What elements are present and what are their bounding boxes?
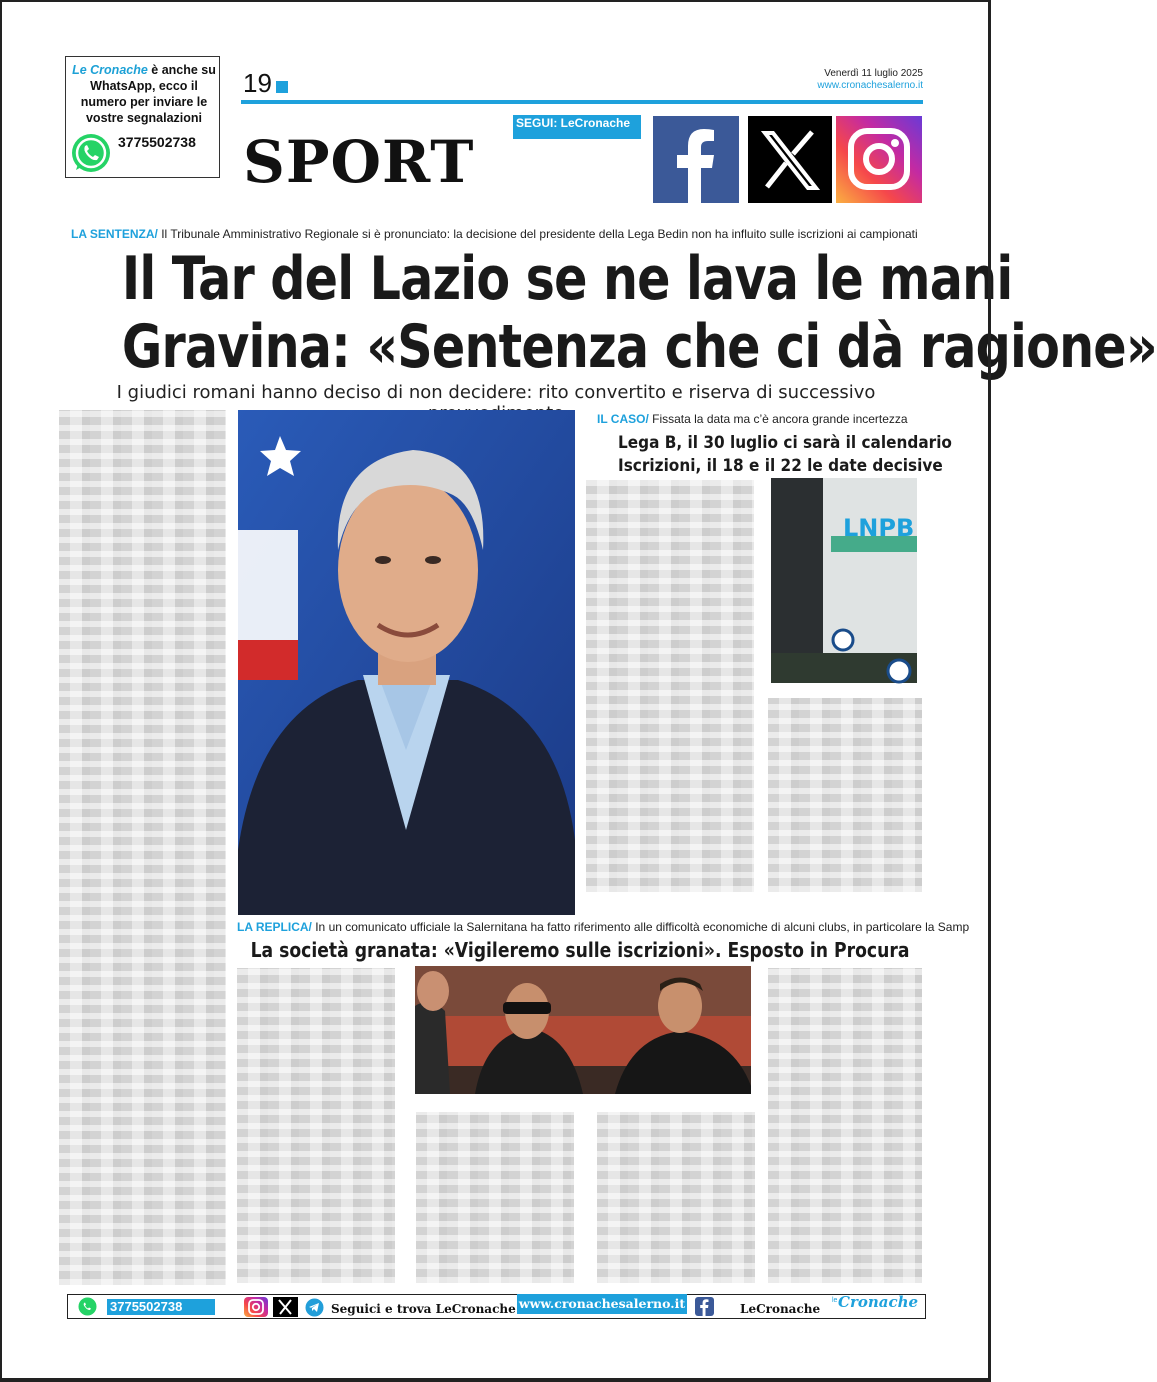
main-kicker-label: LA SENTENZA/	[71, 227, 158, 241]
main-headline-line1: Il Tar del Lazio se ne lava le mani	[121, 244, 1013, 314]
issue-date: Venerdì 11 luglio 2025	[824, 68, 923, 79]
reply-kicker-text: In un comunicato ufficiale la Salernitana ha fatto riferimento alle difficoltà economiche di alcuni clubs, in particolare la Samp	[311, 920, 970, 934]
x-logo-glyph	[748, 116, 832, 203]
lnpb-sign-text: LNPB	[843, 514, 915, 542]
facebook-icon[interactable]	[653, 116, 739, 203]
follow-label: SEGUI: LeCronache	[513, 115, 641, 139]
footer-instagram-glyph	[244, 1297, 268, 1317]
section-title: SPORT	[243, 128, 475, 196]
blurred-article-text-column	[768, 968, 922, 1283]
footer-follow-text: Seguici e trova LeCronache	[331, 1302, 516, 1316]
instagram-logo-glyph	[836, 116, 922, 203]
blurred-article-text-column	[768, 698, 922, 892]
instagram-icon[interactable]	[836, 116, 922, 203]
blurred-article-text-column	[597, 1112, 755, 1283]
case-kicker	[597, 412, 908, 426]
reply-kicker	[237, 920, 969, 934]
footer-facebook-glyph	[695, 1297, 714, 1316]
group-illustration	[415, 966, 751, 1094]
whatsapp-promo-message: è anche su WhatsApp, ecco il numero per inviare le vostre segnalazioni	[80, 63, 216, 125]
footer-logo-prefix: le	[832, 1297, 838, 1304]
footer-logo: Cronache	[838, 1293, 919, 1311]
main-article-photo	[238, 410, 575, 915]
case-article-photo	[771, 478, 917, 683]
main-kicker	[71, 227, 918, 241]
case-headline-line2: Iscrizioni, il 18 e il 22 le date decisive	[618, 456, 943, 476]
facebook-logo-glyph	[653, 116, 739, 203]
page-number-marker	[276, 81, 288, 93]
blurred-article-text-column	[237, 968, 395, 1283]
footer-facebook-icon[interactable]	[695, 1297, 714, 1316]
header-divider	[241, 100, 923, 104]
blurred-article-text-column	[59, 410, 226, 1285]
whatsapp-number[interactable]: 3775502738	[118, 134, 196, 150]
footer-telegram-icon[interactable]	[305, 1298, 324, 1317]
reply-kicker-label: LA REPLICA/	[237, 920, 312, 934]
reply-article-photo	[415, 966, 751, 1094]
page-number: 19	[243, 68, 272, 98]
footer-x-icon[interactable]	[273, 1297, 298, 1317]
portrait-illustration	[238, 410, 575, 915]
footer-facebook-name: LeCronache	[740, 1302, 821, 1316]
reply-headline: La società granata: «Vigileremo sulle iscrizioni». Esposto in Procura	[250, 938, 910, 962]
footer-instagram-icon[interactable]	[244, 1297, 268, 1317]
main-kicker-text: Il Tribunale Amministrativo Regionale si è pronunciato: la decisione del presidente della Lega Bedin non ha influito sulle iscrizioni ai campionati	[157, 227, 918, 241]
main-headline-line2: Gravina: «Sentenza che ci dà ragione»	[121, 312, 1157, 382]
league-office-illustration	[771, 478, 917, 683]
x-twitter-icon[interactable]	[748, 116, 832, 203]
header-website-link[interactable]: www.cronachesalerno.it	[817, 80, 923, 91]
whatsapp-icon[interactable]	[70, 132, 112, 174]
blurred-article-text-column	[586, 480, 754, 892]
case-headline-line1: Lega B, il 30 luglio ci sarà il calendario	[618, 433, 952, 453]
whatsapp-promo-brand: Le Cronache	[72, 63, 148, 77]
footer-phone-number[interactable]: 3775502738	[107, 1299, 215, 1315]
whatsapp-promo-text	[70, 62, 218, 126]
blurred-article-text-column	[416, 1112, 574, 1283]
case-kicker-text: Fissata la data ma c’è ancora grande incertezza	[648, 412, 908, 426]
footer-x-glyph	[273, 1297, 298, 1317]
main-subheadline: I giudici romani hanno deciso di non decidere: rito convertito e riserva di successivo	[116, 382, 876, 403]
case-kicker-label: IL CASO/	[597, 412, 649, 426]
footer-website-link[interactable]: www.cronachesalerno.it	[517, 1294, 687, 1314]
footer-whatsapp-icon[interactable]	[78, 1297, 97, 1316]
